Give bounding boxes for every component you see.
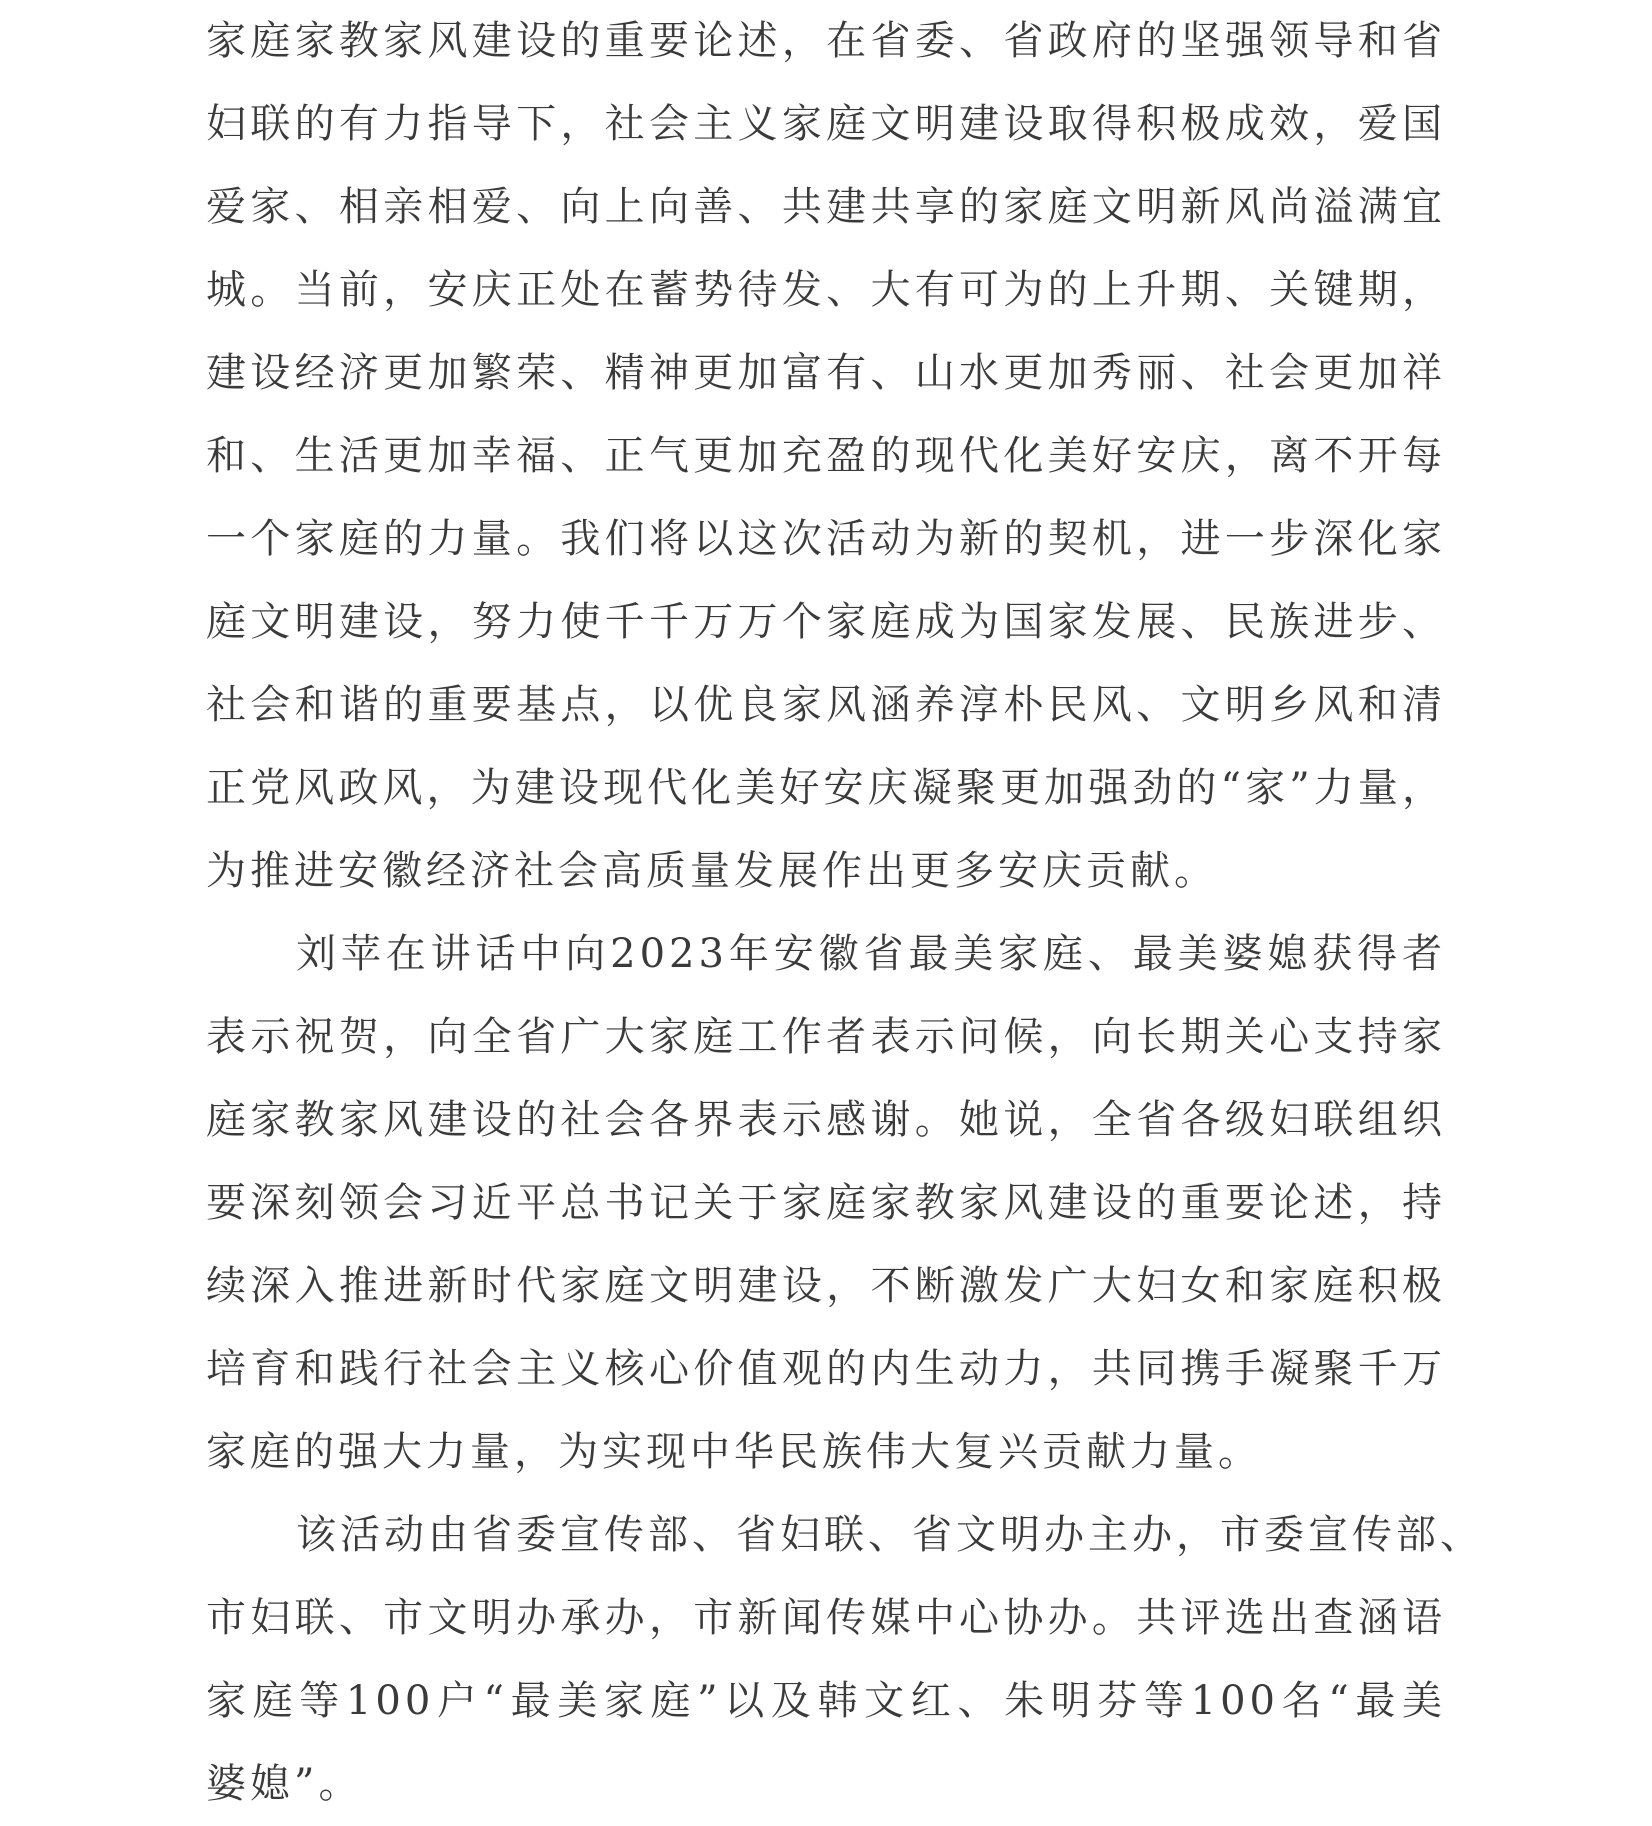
paragraph-3 (206, 1494, 1484, 1826)
text-line: 续深入推进新时代家庭文明建设，不断激发广大妇女和家庭积极 (206, 1263, 1446, 1309)
text-line: 爱家、相亲相爱、向上向善、共建共享的家庭文明新风尚溢满宜 (206, 184, 1446, 230)
text-line: 刘苹在讲话中向2023年安徽省最美家庭、最美婆媳获得者 (296, 931, 1446, 977)
paragraph-1 (206, 0, 1446, 913)
text-line: 培育和践行社会主义核心价值观的内生动力，共同携手凝聚千万 (206, 1346, 1446, 1392)
text-line: 和、生活更加幸福、正气更加充盈的现代化美好安庆，离不开每 (206, 433, 1446, 479)
text-line: 家庭的强大力量，为实现中华民族伟大复兴贡献力量。 (206, 1429, 1262, 1475)
text-line: 庭文明建设，努力使千千万万个家庭成为国家发展、民族进步、 (206, 599, 1446, 645)
text-line: 正党风政风，为建设现代化美好安庆凝聚更加强劲的“家”力量， (206, 765, 1446, 811)
text-line: 市妇联、市文明办承办，市新闻传媒中心协办。共评选出查涵语 (206, 1595, 1446, 1641)
text-line: 妇联的有力指导下，社会主义家庭文明建设取得积极成效，爱国 (206, 101, 1446, 147)
text-line: 该活动由省委宣传部、省妇联、省文明办主办，市委宣传部、 (296, 1512, 1484, 1558)
text-line: 婆媳”。 (206, 1761, 363, 1807)
text-line: 一个家庭的力量。我们将以这次活动为新的契机，进一步深化家 (206, 516, 1446, 562)
article-body (206, 0, 1484, 1826)
text-line: 庭家教家风建设的社会各界表示感谢。她说，全省各级妇联组织 (206, 1097, 1446, 1143)
text-line: 家庭等100户“最美家庭”以及韩文红、朱明芬等100名“最美 (206, 1678, 1446, 1724)
text-line: 家庭家教家风建设的重要论述，在省委、省政府的坚强领导和省 (206, 18, 1446, 64)
paragraph-2 (206, 913, 1446, 1494)
text-line: 社会和谐的重要基点，以优良家风涵养淳朴民风、文明乡风和清 (206, 682, 1446, 728)
text-line: 要深刻领会习近平总书记关于家庭家教家风建设的重要论述，持 (206, 1180, 1446, 1226)
text-line: 建设经济更加繁荣、精神更加富有、山水更加秀丽、社会更加祥 (206, 350, 1446, 396)
text-line: 城。当前，安庆正处在蓄势待发、大有可为的上升期、关键期， (206, 267, 1446, 313)
text-line: 表示祝贺，向全省广大家庭工作者表示问候，向长期关心支持家 (206, 1014, 1446, 1060)
text-line: 为推进安徽经济社会高质量发展作出更多安庆贡献。 (206, 848, 1218, 894)
